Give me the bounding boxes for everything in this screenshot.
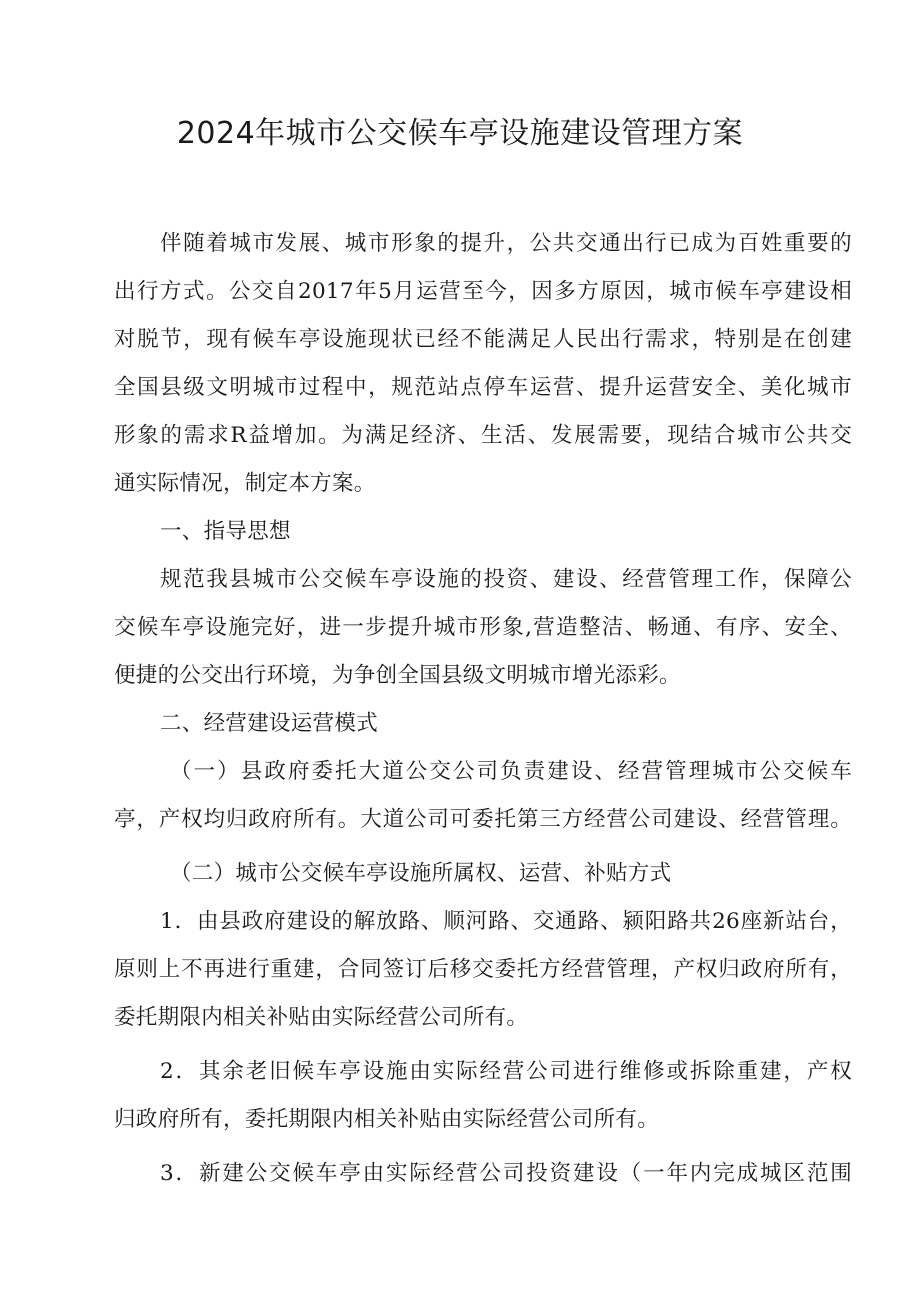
paragraph-line: 便捷的公交出行环境，为争创全国县级文明城市增光添彩。 [114,663,681,688]
paragraph-line: 出行方式。公交自2017年5月运营至今，因多方原因，城市候车亭建设相 [114,279,852,304]
paragraph-line: 亭，产权均归政府所有。大道公司可委托第三方经营公司建设、经营管理。 [114,807,852,832]
document-body [114,220,852,1198]
paragraph-line: 全国县级文明城市过程中，规范站点停车运营、提升运营安全、美化城市 [114,375,852,400]
list-item-line: 委托期限内相关补贴由实际经营公司所有。 [114,1005,529,1030]
section-heading: 二、经营建设运营模式 [160,711,379,736]
list-item-line: 2．其余老旧候车亭设施由实际经营公司进行维修或拆除重建，产权 [160,1059,852,1084]
section-heading: 一、指导思想 [160,519,291,544]
subsection-heading: （二）城市公交候车亭设施所属权、运营、补贴方式 [170,861,672,886]
paragraph-line: 对脱节，现有候车亭设施现状已经不能满足人民出行需求，特别是在创建 [114,327,852,352]
paragraph-line: 通实际情况，制定本方案。 [114,471,376,496]
document-title: 2024年城市公交候车亭设施建设管理方案 [176,116,744,151]
list-item-line: 归政府所有，委托期限内相关补贴由实际经营公司所有。 [114,1107,660,1132]
list-item-line: 1．由县政府建设的解放路、顺河路、交通路、颍阳路共26座新站台， [160,909,852,934]
list-item-line: 原则上不再进行重建，合同签订后移交委托方经营管理，产权归政府所有， [114,957,852,982]
paragraph-line: 形象的需求R益增加。为满足经济、生活、发展需要，现结合城市公共交 [114,423,852,448]
paragraph-line: 规范我县城市公交候车亭设施的投资、建设、经营管理工作，保障公 [160,567,852,592]
paragraph-line: 伴随着城市发展、城市形象的提升，公共交通出行已成为百姓重要的 [160,231,852,256]
list-item-line: 3．新建公交候车亭由实际经营公司投资建设（一年内完成城区范围 [160,1161,852,1186]
paragraph-line: （一）县政府委托大道公交公司负责建设、经营管理城市公交候车 [170,759,852,784]
paragraph-line: 交候车亭设施完好，进一步提升城市形象,营造整洁、畅通、有序、安全、 [114,615,852,640]
